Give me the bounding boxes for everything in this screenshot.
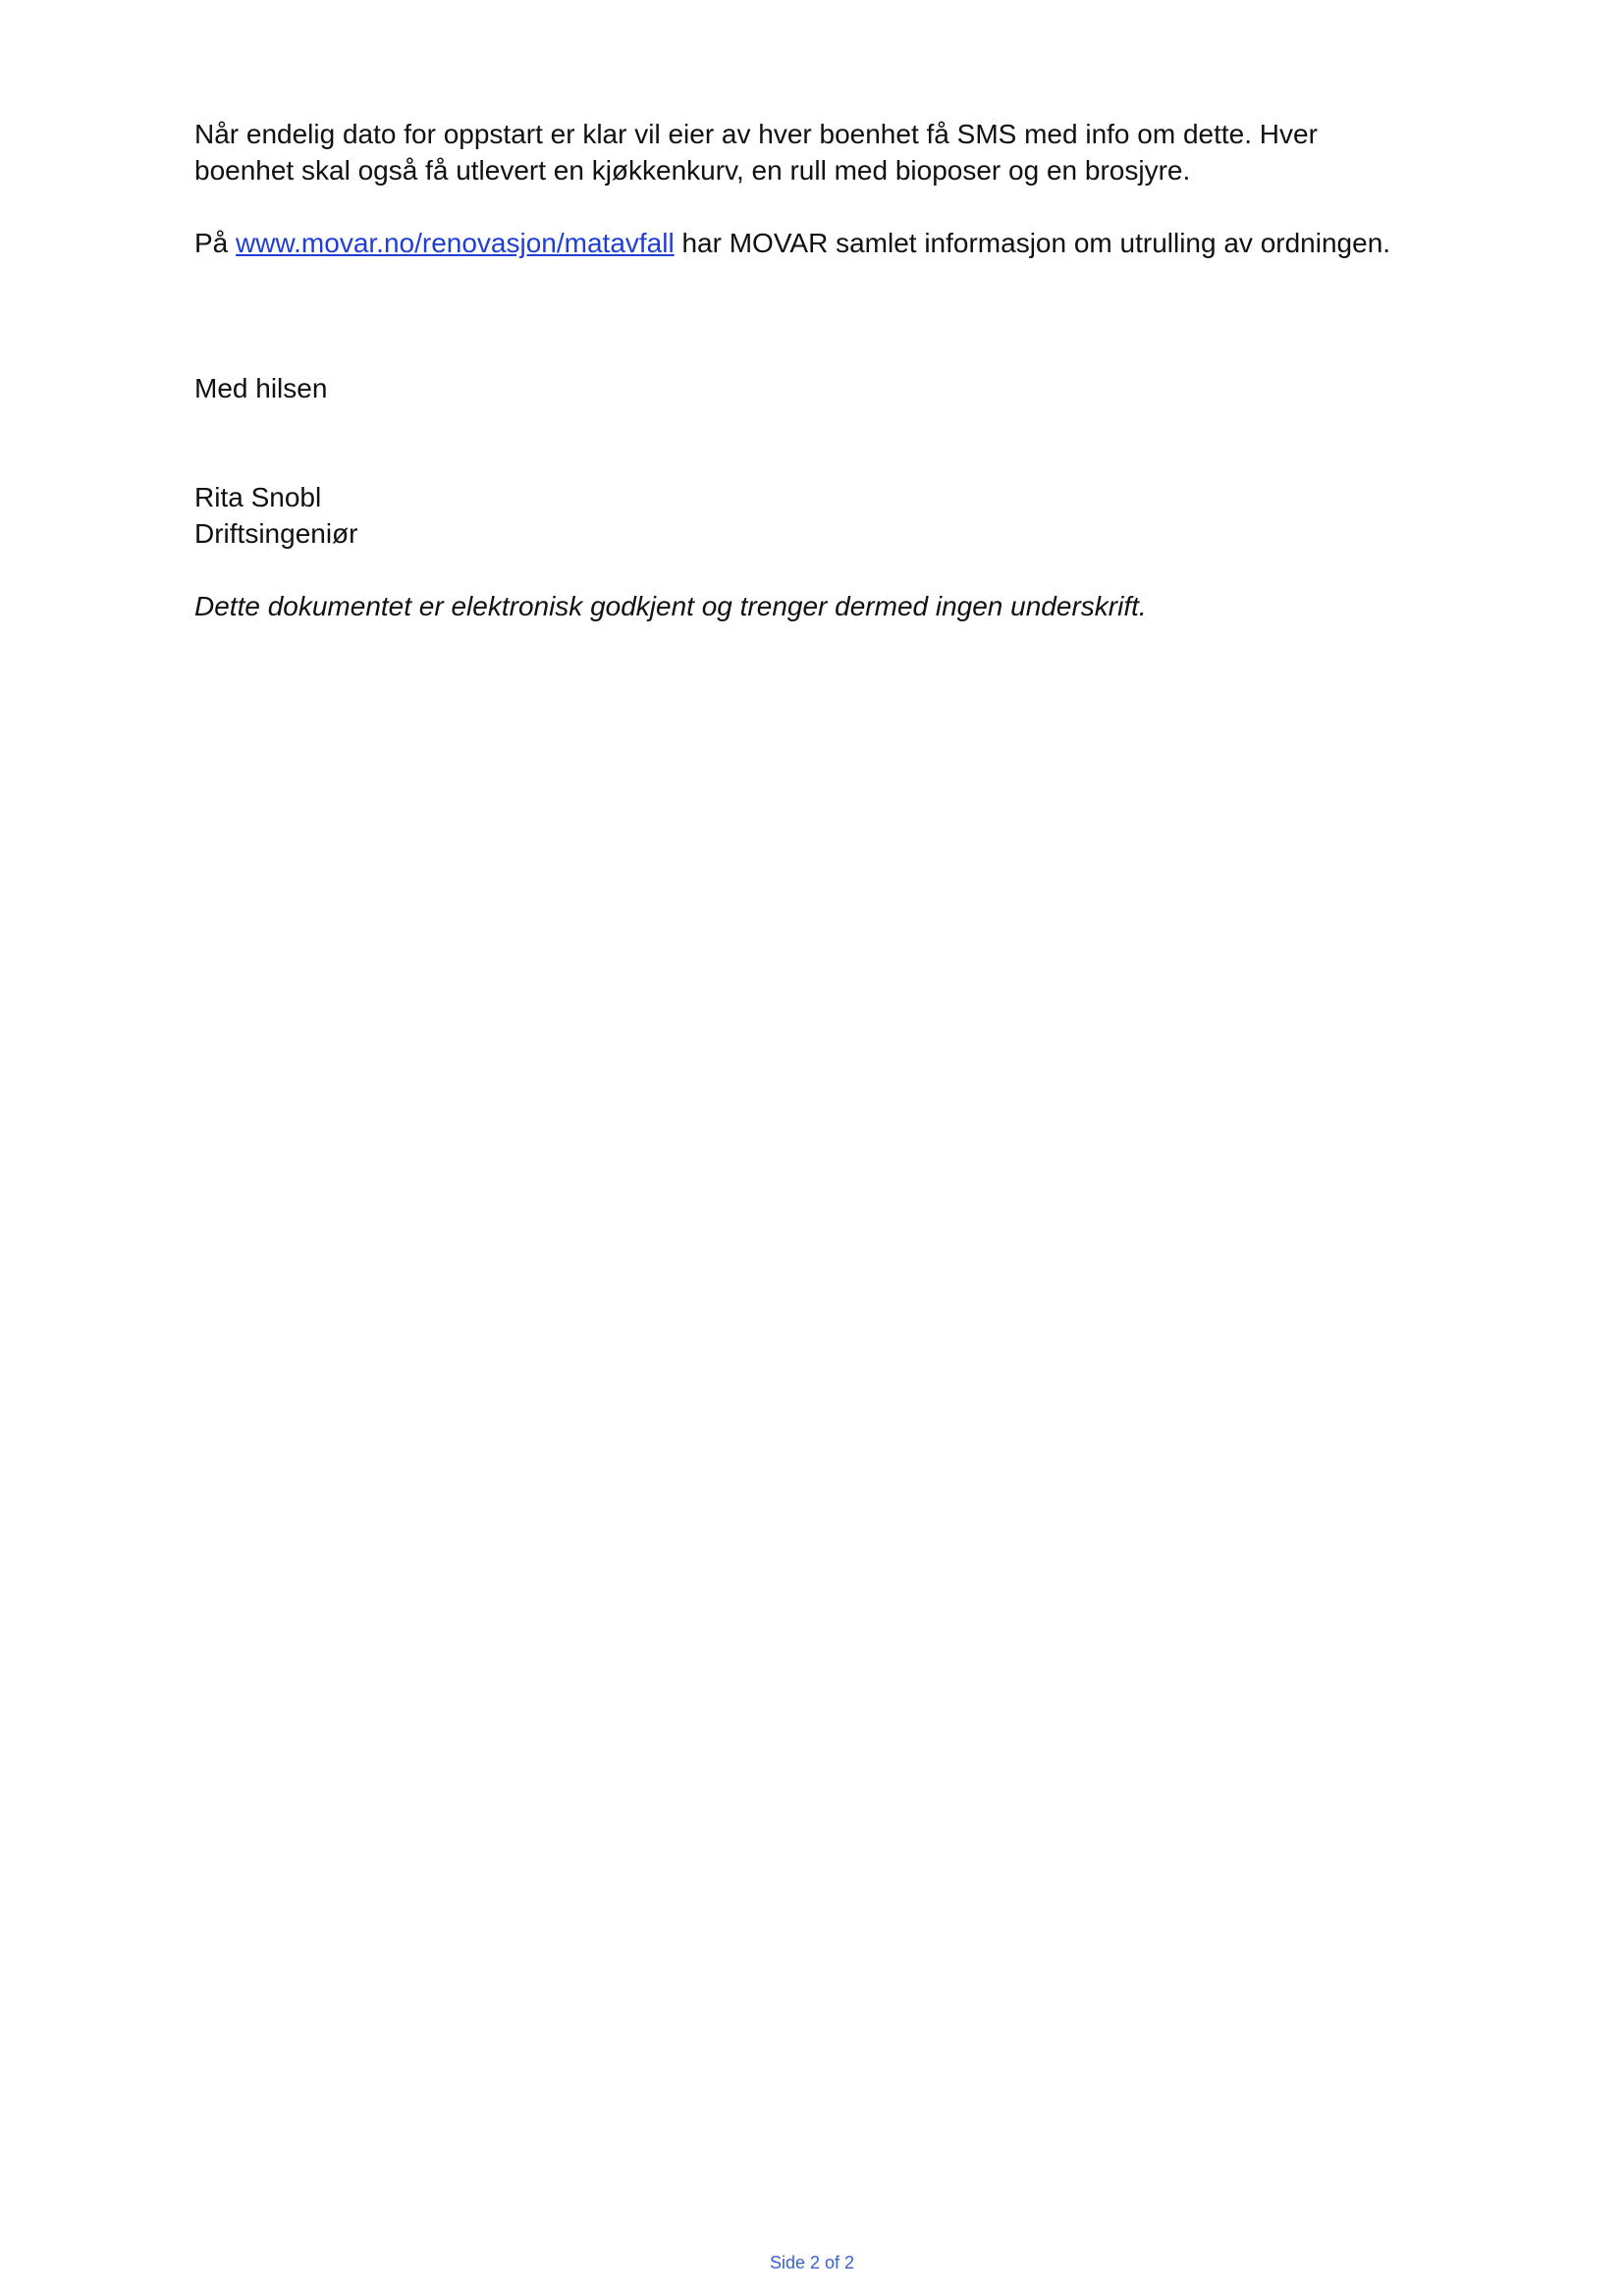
page-number: Side 2 of 2: [769, 2253, 855, 2272]
link-prefix: På: [194, 228, 237, 258]
signer-title: Driftsingeniør: [194, 518, 358, 549]
closing-text: Med hilsen: [194, 373, 328, 403]
approval-note: Dette dokumentet er elektronisk godkjent og trenger dermed ingen underskrift.: [194, 591, 1147, 621]
paragraph-start-info: [194, 116, 1461, 188]
signer-name: Rita Snobl: [194, 482, 322, 512]
paragraph-info-link: [194, 225, 1461, 261]
matavfall-link[interactable]: www.movar.no/renovasjon/matavfall: [236, 228, 675, 258]
paragraph-line: boenhet skal også få utlevert en kjøkkenkurv, en rull med bioposer og en brosjyre.: [194, 155, 1191, 186]
signature-block: [194, 479, 1461, 552]
link-suffix: har MOVAR samlet informasjon om utrulling av ordningen.: [674, 228, 1391, 258]
paragraph-line: Når endelig dato for oppstart er klar vil eier av hver boenhet få SMS med info om dette. Hver: [194, 119, 1318, 149]
letter-body: [194, 116, 1461, 624]
paragraph-line: [194, 225, 1461, 261]
